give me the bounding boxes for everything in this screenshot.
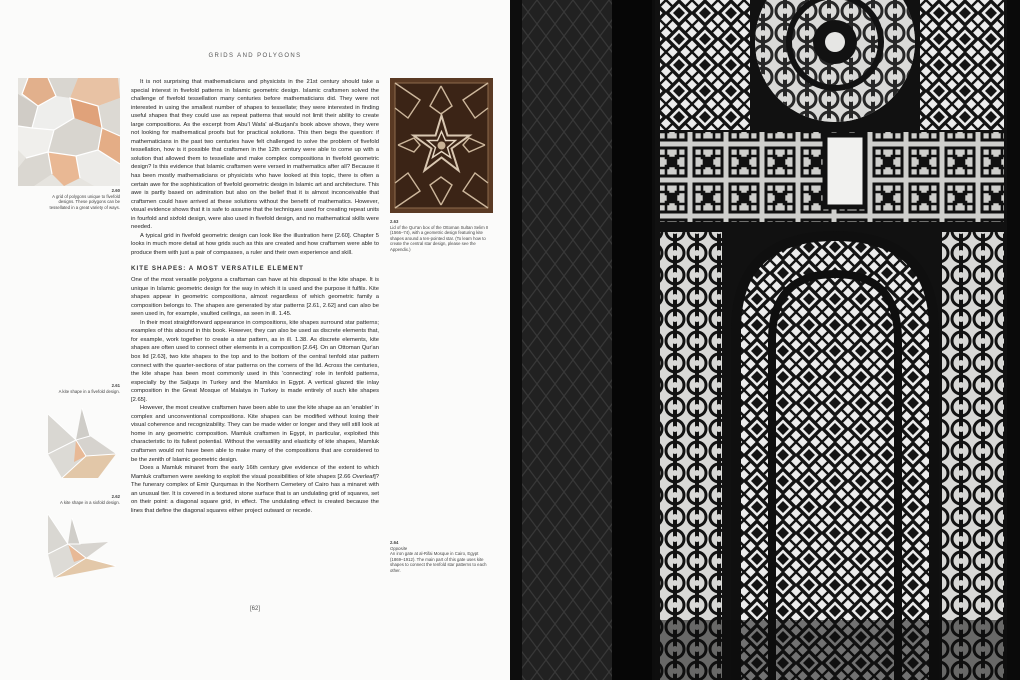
caption-2-63	[390, 219, 490, 253]
caption-number: 2.61	[111, 383, 120, 388]
paragraph: One of the most versatile polygons a craftsman can have at his disposal is the kite shape. It is unique in Islamic geometric design for the way in which it is used and the purpose it fulfils. Kite shapes appear in geometric compositions, almost regardless of which geometric family a composition belongs to. The shapes are generated by star patterns [2.61, 2.62] and can also be seen used in, for example, vaulted ceilings, as seen in ill. 1.45.	[131, 277, 379, 318]
caption-2-60	[40, 188, 120, 210]
caption-text: Lid of the Qur'an box of the Ottoman Sultan Selim II (1566–74), with a geometric design featuring kite shapes around a ten-pointed star. (To learn how to create the central star design, please see the Appendix.)	[390, 224, 489, 252]
paragraph-text: Does a Mamluk minaret from the early 16th century give evidence of the extent to which Mamluk craftsmen were seeking to exploit the visual possibilities of kite shapes [2.66	[131, 465, 379, 480]
paragraph	[131, 464, 379, 515]
caption-direction: Opposite	[390, 545, 408, 551]
paragraph: In their most straightforward appearance in compositions, kite shapes surround star patterns; examples of this abound in this book. However, they can also be used as discrete elements that, for example, work together to create a star pattern, as in ill. 1.38. As discrete elements, kite shapes are often used to connect other elements in a composition [2.64]. On an Ottoman Qur'an box lid [2.63], two kite shapes to the top and to the bottom of the central tenfold star pattern connect with the quarter-sections of star patterns on the corners of the lid. Across the centuries, the kite shape has been most commonly used in this 'connecting' role in tenfold patterns, especially by the Saljuqs in Turkey and the Mamluks in Egypt. A vertical glazed tile inlay composition in the Great Mosque of Malatya in Turkey is made entirely of such kite shapes [2.65].	[131, 319, 379, 403]
caption-text: A kite shape in a sixfold design.	[60, 499, 120, 505]
paragraph: A typical grid in fivefold geometric design can look like the illustration here [2.60]. Chapter 5 looks in much more detail at how grids such as this are created and how craftsmen were able to produce them with just a pair of compasses, a ruler and their own experience and skill.	[131, 232, 379, 256]
running-head: GRIDS AND POLYGONS	[208, 53, 302, 59]
caption-number: 2.63	[390, 219, 399, 224]
caption-text: A kite shape in a fivefold design.	[58, 388, 120, 394]
section-heading: KITE SHAPES: A MOST VERSATILE ELEMENT	[131, 265, 304, 273]
caption-2-62	[40, 494, 120, 505]
caption-number: 2.62	[111, 494, 120, 499]
figure-2-63-quran-box-lid	[390, 78, 493, 213]
caption-number: 2.64	[390, 540, 399, 545]
page-number: [62]	[249, 606, 260, 612]
caption-2-64	[390, 540, 490, 574]
paragraph: It is not surprising that mathematicians and physicists in the 21st century should take a special interest in fivefold patterns in Islamic geometric design. Islamic craftsmen solved the challenge of fivefold tessellation many centuries before mathematicians did. They were not interested in using the smallest number of shapes to tessellate; they were interested in finding useful shapes that they could use as repeat patterns that would not limit their ability to create large compositions. As the excerpt from Abu'l Wafa' al-Buzjani's book above shows, they were not looking for mathematical proofs but for practical solutions. This then begs the question: if mathematicians in the past two centuries have felt challenged to solve the problem of fivefold tessellation, how is it possible that craftsmen in the 12th century were able to come up with a solution that allowed them to tessellate and make complex compositions in fivefold geometric design? Is this evidence that Islamic craftsmen were versed in mathematics after all? Because it has been mostly mathematicians or physicists who have looked at this topic, there is often a certain awe for the sophistication of fivefold geometric design in Islamic art and architecture. This awe is partly based on admiration but also on the belief that it is almost inconceivable that craftsmen could have arrived at these solutions without the benefit of mathematics. However, visual evidence shows that it is safe to assume that the techniques used for creating repeat units in fourfold and sixfold design, were also used in fivefold design, and no mathematical skills were needed.	[131, 79, 379, 231]
figure-2-62-sixfold-kite	[46, 514, 118, 580]
caption-2-61	[40, 383, 120, 394]
body-text	[131, 78, 379, 515]
caption-number: 2.60	[111, 188, 120, 193]
cross-reference: Overleaf	[352, 473, 375, 480]
paragraph-text: ]? The funerary complex of Emir Qurqumas in the Northern Cemetery of Cairo has a minaret with an unusual tier. It is covered in a textured stone surface that is an undulating grid of squares, set on their point: a diagonal square grid, in effect. The undulating effect is created because the lines that define the diagonal squares either project outward or recede.	[131, 473, 379, 514]
iron-gate-photo	[510, 0, 1020, 680]
caption-text: An iron gate at al-Rifai Mosque in Cairo, Egypt (1869–1912). The main part of this gate uses kite shapes to connect the tenfold star patterns to each other.	[390, 551, 487, 573]
figure-2-61-fivefold-kite	[46, 406, 118, 480]
right-page-photo	[510, 0, 1020, 680]
figure-2-60-polygon-grid	[18, 78, 120, 186]
paragraph: However, the most creative craftsmen have been able to use the kite shape as an 'enabler' in complex and unconventional compositions. Kite shapes can be modified without losing their visual coherence and recognizability. They can be made wider or longer and they will still look at home in any geometric composition. Mamluk craftsmen in Egypt, in particular, exploited this characteristic to its fullest potential. Without the versatility and elasticity of kite shapes, Mamluk craftsmen would not have been able to make many of the compositions that are considered to be the zenith of Islamic geometric design.	[131, 405, 379, 463]
caption-text: A grid of polygons unique to fivefold designs. These polygons can be tessellated in a great variety of ways.	[49, 193, 120, 210]
